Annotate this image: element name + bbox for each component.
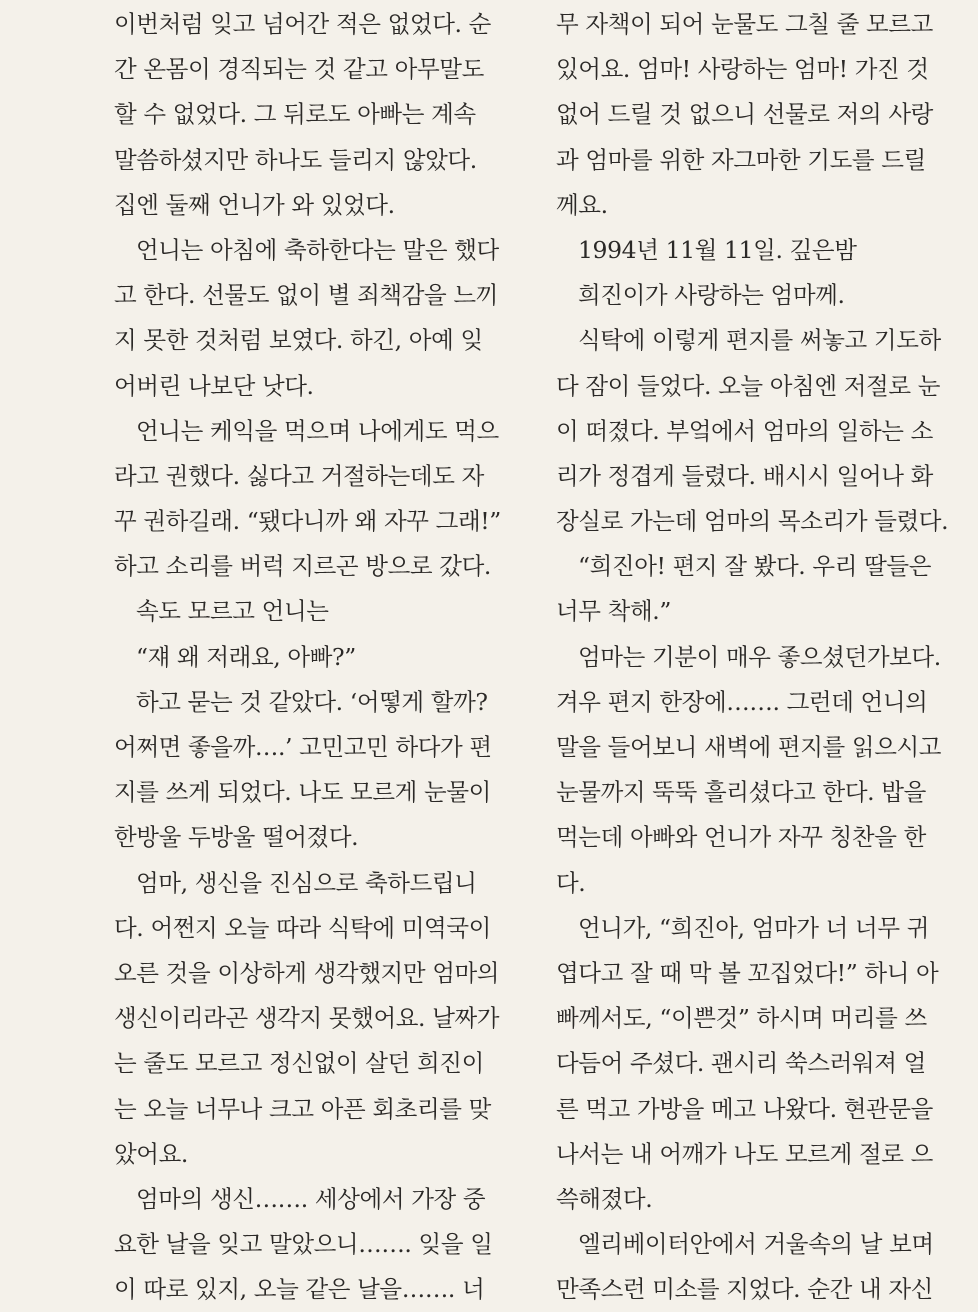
text-line: 았어요. bbox=[114, 1139, 188, 1168]
text-line: 너무 착해.” bbox=[556, 597, 671, 626]
text-line: 다 잠이 들었다. 오늘 아침엔 저절로 눈 bbox=[556, 371, 941, 400]
text-line: 한방울 두방울 떨어졌다. bbox=[114, 823, 359, 852]
text-line: 쓱해졌다. bbox=[556, 1184, 653, 1213]
text-line: 말을 들어보니 새벽에 편지를 읽으시고 bbox=[556, 733, 942, 761]
text-line: 다. bbox=[556, 868, 586, 897]
text-line: 말씀하셨지만 하나도 들리지 않았다. bbox=[114, 145, 477, 174]
text-line: 리가 정겹게 들렸다. 배시시 일어나 화 bbox=[556, 461, 933, 490]
right-text-column bbox=[556, 2, 949, 1312]
text-line: 빠께서도, “이쁜것” 하시며 머리를 쓰 bbox=[556, 1004, 927, 1033]
text-line: 간 온몸이 경직되는 것 같고 아무말도 bbox=[114, 55, 484, 84]
text-line: 속도 모르고 언니는 bbox=[136, 597, 329, 626]
text-line: 언니는 케익을 먹으며 나에게도 먹으 bbox=[136, 416, 499, 445]
text-line: 다. 어쩐지 오늘 따라 식탁에 미역국이 bbox=[114, 913, 491, 942]
text-line: 없어 드릴 것 없으니 선물로 저의 사랑 bbox=[556, 100, 933, 129]
text-line: 나서는 내 어깨가 나도 모르게 절로 으 bbox=[556, 1139, 933, 1168]
text-line: 른 먹고 가방을 메고 나왔다. 현관문을 bbox=[556, 1094, 933, 1123]
text-line: 먹는데 아빠와 언니가 자꾸 칭찬을 한 bbox=[556, 823, 926, 852]
text-line: 무 자책이 되어 눈물도 그칠 줄 모르고 bbox=[556, 10, 933, 38]
text-line: 고 한다. 선물도 없이 별 죄책감을 느끼 bbox=[114, 281, 499, 310]
text-line: 는 오늘 너무나 크고 아픈 회초리를 맞 bbox=[114, 1094, 491, 1123]
text-line: 하고 묻는 것 같았다. ‘어떻게 할까? bbox=[136, 687, 488, 716]
text-line: 엄마의 생신……. 세상에서 가장 중 bbox=[136, 1184, 486, 1213]
text-line: 집엔 둘째 언니가 와 있었다. bbox=[114, 190, 395, 219]
text-line: 하고 소리를 버럭 지르곤 방으로 갔다. bbox=[114, 552, 491, 581]
letter-signature: 희진이가 사랑하는 엄마께. bbox=[578, 281, 845, 310]
text-line: 지를 쓰게 되었다. 나도 모르게 눈물이 bbox=[114, 778, 491, 807]
text-line: 만족스런 미소를 지었다. 순간 내 자신 bbox=[556, 1275, 933, 1304]
text-line: 지 못한 것처럼 보였다. 하긴, 아예 잊 bbox=[114, 326, 483, 355]
text-line: 과 엄마를 위한 자그마한 기도를 드릴 bbox=[556, 145, 926, 174]
text-line: 언니는 아침에 축하한다는 말은 했다 bbox=[136, 235, 499, 264]
text-line: 꾸 권하길래. “됐다니까 왜 자꾸 그래!” bbox=[114, 507, 501, 536]
text-line: 어버린 나보단 낫다. bbox=[114, 371, 314, 400]
text-line: 엽다고 잘 때 막 볼 꼬집었다!” 하니 아 bbox=[556, 958, 939, 987]
text-line: 있어요. 엄마! 사랑하는 엄마! 가진 것 bbox=[556, 55, 929, 84]
text-line: 는 줄도 모르고 정신없이 살던 희진이 bbox=[114, 1049, 484, 1078]
text-line: 께요. bbox=[556, 190, 608, 219]
text-line: 오른 것을 이상하게 생각했지만 엄마의 bbox=[114, 958, 500, 987]
text-line: 식탁에 이렇게 편지를 써놓고 기도하 bbox=[578, 326, 941, 355]
text-line: 이번처럼 잊고 넘어간 적은 없었다. 순 bbox=[114, 10, 491, 38]
text-line: 생신이리라곤 생각지 못했어요. 날짜가 bbox=[114, 1004, 500, 1033]
text-line: 겨우 편지 한장에……. 그런데 언니의 bbox=[556, 687, 928, 716]
text-line: 엘리베이터안에서 거울속의 날 보며 bbox=[578, 1230, 934, 1259]
text-line: 요한 날을 잊고 말았으니……. 잊을 일 bbox=[114, 1230, 493, 1259]
text-line: 장실로 가는데 엄마의 목소리가 들렸다. bbox=[556, 507, 949, 536]
text-line: 눈물까지 뚝뚝 흘리셨다고 한다. 밥을 bbox=[556, 778, 926, 807]
text-line: 라고 권했다. 싫다고 거절하는데도 자 bbox=[114, 461, 484, 490]
left-text-column bbox=[114, 2, 501, 1312]
text-line: 다듬어 주셨다. 괜시리 쑥스러워져 얼 bbox=[556, 1049, 926, 1078]
text-line: 할 수 없었다. 그 뒤로도 아빠는 계속 bbox=[114, 100, 476, 129]
text-line: 이 떠졌다. 부엌에서 엄마의 일하는 소 bbox=[556, 416, 933, 445]
text-line: 어쩌면 좋을까….’ 고민고민 하다가 편 bbox=[114, 733, 492, 761]
text-line: “희진아! 편지 잘 봤다. 우리 딸들은 bbox=[578, 552, 931, 581]
text-line: 엄마는 기분이 매우 좋으셨던가보다. bbox=[578, 642, 941, 671]
text-line: “쟤 왜 저래요, 아빠?” bbox=[136, 642, 356, 671]
text-line: 이 따로 있지, 오늘 같은 날을……. 너 bbox=[114, 1275, 485, 1304]
text-line: 엄마, 생신을 진심으로 축하드립니 bbox=[136, 868, 477, 897]
text-line: 언니가, “희진아, 엄마가 너 너무 귀 bbox=[578, 913, 930, 942]
letter-date: 1994년 11월 11일. 깊은밤 bbox=[578, 235, 857, 264]
